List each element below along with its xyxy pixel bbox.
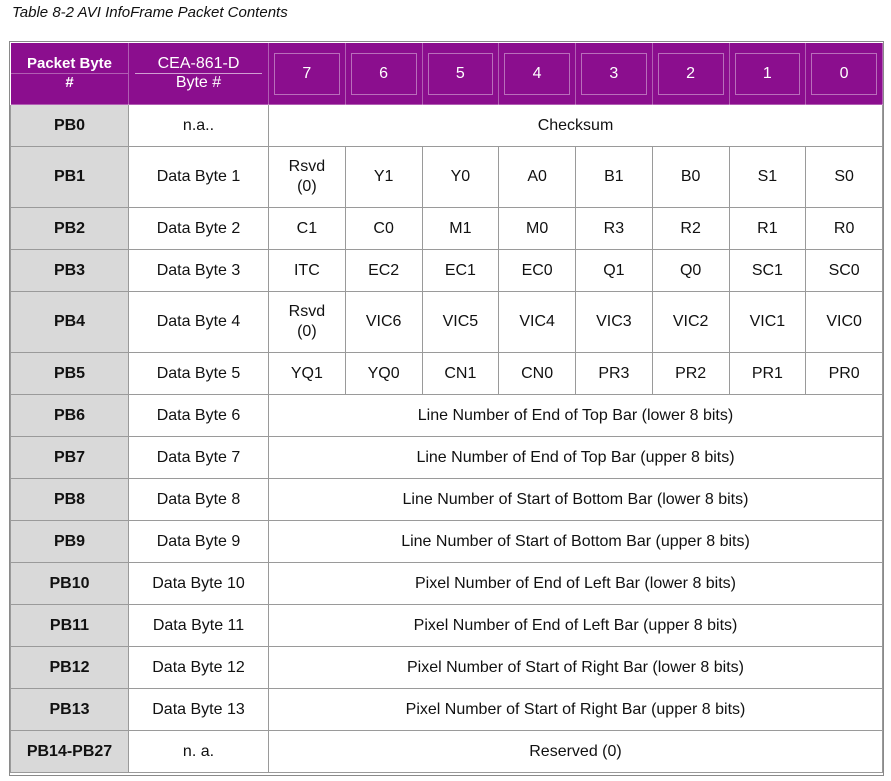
header-bit-4: 4 xyxy=(499,43,576,105)
packet-byte-cell: PB0 xyxy=(11,105,129,147)
table-row xyxy=(11,208,883,250)
bit-cell: Q0 xyxy=(652,250,729,292)
avi-infoframe-table xyxy=(10,42,883,773)
cea-byte-cell: Data Byte 8 xyxy=(129,479,269,521)
bit-cell: EC2 xyxy=(345,250,422,292)
cea-byte-cell: Data Byte 6 xyxy=(129,395,269,437)
bit-cell: PR2 xyxy=(652,353,729,395)
packet-byte-cell: PB14-PB27 xyxy=(11,731,129,773)
bit-cell: VIC1 xyxy=(729,292,806,353)
bit-cell: Y0 xyxy=(422,147,499,208)
bit-cell: Rsvd (0) xyxy=(269,292,346,353)
table-row xyxy=(11,105,883,147)
table-row xyxy=(11,437,883,479)
bit-cell: R1 xyxy=(729,208,806,250)
field-span-cell: Line Number of End of Top Bar (upper 8 bits) xyxy=(269,437,883,479)
bit-cell: S1 xyxy=(729,147,806,208)
cea-byte-cell: Data Byte 10 xyxy=(129,563,269,605)
cea-byte-cell: Data Byte 11 xyxy=(129,605,269,647)
bit-cell: M0 xyxy=(499,208,576,250)
bit-cell: VIC4 xyxy=(499,292,576,353)
bit-cell: PR1 xyxy=(729,353,806,395)
packet-byte-cell: PB6 xyxy=(11,395,129,437)
field-span-cell: Reserved (0) xyxy=(269,731,883,773)
cea-byte-cell: Data Byte 4 xyxy=(129,292,269,353)
header-bit-3: 3 xyxy=(576,43,653,105)
table-row xyxy=(11,563,883,605)
cea-byte-cell: Data Byte 2 xyxy=(129,208,269,250)
bit-cell: R0 xyxy=(806,208,883,250)
bit-cell: YQ1 xyxy=(269,353,346,395)
bit-cell: R3 xyxy=(576,208,653,250)
cea-byte-cell: Data Byte 3 xyxy=(129,250,269,292)
table-row xyxy=(11,395,883,437)
packet-byte-cell: PB2 xyxy=(11,208,129,250)
header-bit-6: 6 xyxy=(345,43,422,105)
field-span-cell: Line Number of Start of Bottom Bar (lower 8 bits) xyxy=(269,479,883,521)
bit-cell: Q1 xyxy=(576,250,653,292)
header-packet-byte xyxy=(11,43,129,105)
bit-cell: SC0 xyxy=(806,250,883,292)
bit-cell: PR0 xyxy=(806,353,883,395)
packet-byte-cell: PB9 xyxy=(11,521,129,563)
table-row xyxy=(11,250,883,292)
bit-cell: A0 xyxy=(499,147,576,208)
bit-cell: Rsvd (0) xyxy=(269,147,346,208)
header-bit-0: 0 xyxy=(806,43,883,105)
header-bit-5: 5 xyxy=(422,43,499,105)
cea-byte-cell: Data Byte 9 xyxy=(129,521,269,563)
packet-byte-cell: PB4 xyxy=(11,292,129,353)
cea-byte-cell: Data Byte 13 xyxy=(129,689,269,731)
bit-cell: M1 xyxy=(422,208,499,250)
bit-cell: C0 xyxy=(345,208,422,250)
table-caption: Table 8-2 AVI InfoFrame Packet Contents xyxy=(12,4,288,21)
header-bit-1: 1 xyxy=(729,43,806,105)
bit-cell: VIC0 xyxy=(806,292,883,353)
packet-byte-cell: PB12 xyxy=(11,647,129,689)
field-span-cell: Pixel Number of End of Left Bar (lower 8 bits) xyxy=(269,563,883,605)
table-row xyxy=(11,605,883,647)
bit-cell: C1 xyxy=(269,208,346,250)
header-bit-7: 7 xyxy=(269,43,346,105)
bit-cell: VIC5 xyxy=(422,292,499,353)
bit-cell: ITC xyxy=(269,250,346,292)
table-row xyxy=(11,353,883,395)
table-row xyxy=(11,147,883,208)
field-span-cell: Line Number of End of Top Bar (lower 8 bits) xyxy=(269,395,883,437)
bit-cell: PR3 xyxy=(576,353,653,395)
table-row xyxy=(11,479,883,521)
header-cea-byte xyxy=(129,43,269,105)
bit-cell: VIC3 xyxy=(576,292,653,353)
header-cea-label: CEA-861-D xyxy=(135,55,262,74)
table-header-row xyxy=(11,43,883,105)
bit-cell: SC1 xyxy=(729,250,806,292)
cea-byte-cell: n. a. xyxy=(129,731,269,773)
bit-cell: VIC6 xyxy=(345,292,422,353)
packet-byte-cell: PB8 xyxy=(11,479,129,521)
packet-byte-cell: PB13 xyxy=(11,689,129,731)
packet-byte-cell: PB11 xyxy=(11,605,129,647)
packet-byte-cell: PB3 xyxy=(11,250,129,292)
cea-byte-cell: n.a.. xyxy=(129,105,269,147)
bit-cell: Y1 xyxy=(345,147,422,208)
bit-cell: S0 xyxy=(806,147,883,208)
field-span-cell: Pixel Number of Start of Right Bar (lower 8 bits) xyxy=(269,647,883,689)
bit-cell: CN1 xyxy=(422,353,499,395)
field-span-cell: Checksum xyxy=(269,105,883,147)
bit-cell: B1 xyxy=(576,147,653,208)
table-row xyxy=(11,689,883,731)
cea-byte-cell: Data Byte 12 xyxy=(129,647,269,689)
packet-byte-cell: PB5 xyxy=(11,353,129,395)
header-packet-byte-label: Packet Byte xyxy=(11,55,128,74)
field-span-cell: Pixel Number of End of Left Bar (upper 8 bits) xyxy=(269,605,883,647)
header-packet-byte-hash: # xyxy=(65,74,74,91)
packet-byte-cell: PB7 xyxy=(11,437,129,479)
bit-cell: B0 xyxy=(652,147,729,208)
header-bit-2: 2 xyxy=(652,43,729,105)
table-row xyxy=(11,731,883,773)
bit-cell: R2 xyxy=(652,208,729,250)
bit-cell: EC1 xyxy=(422,250,499,292)
field-span-cell: Line Number of Start of Bottom Bar (upper 8 bits) xyxy=(269,521,883,563)
table-row xyxy=(11,521,883,563)
bit-cell: VIC2 xyxy=(652,292,729,353)
packet-byte-cell: PB1 xyxy=(11,147,129,208)
cea-byte-cell: Data Byte 1 xyxy=(129,147,269,208)
bit-cell: YQ0 xyxy=(345,353,422,395)
packet-byte-cell: PB10 xyxy=(11,563,129,605)
table-row xyxy=(11,647,883,689)
table-row xyxy=(11,292,883,353)
field-span-cell: Pixel Number of Start of Right Bar (upper 8 bits) xyxy=(269,689,883,731)
bit-cell: CN0 xyxy=(499,353,576,395)
cea-byte-cell: Data Byte 5 xyxy=(129,353,269,395)
cea-byte-cell: Data Byte 7 xyxy=(129,437,269,479)
bit-cell: EC0 xyxy=(499,250,576,292)
header-cea-byte-hash: Byte # xyxy=(175,74,222,91)
